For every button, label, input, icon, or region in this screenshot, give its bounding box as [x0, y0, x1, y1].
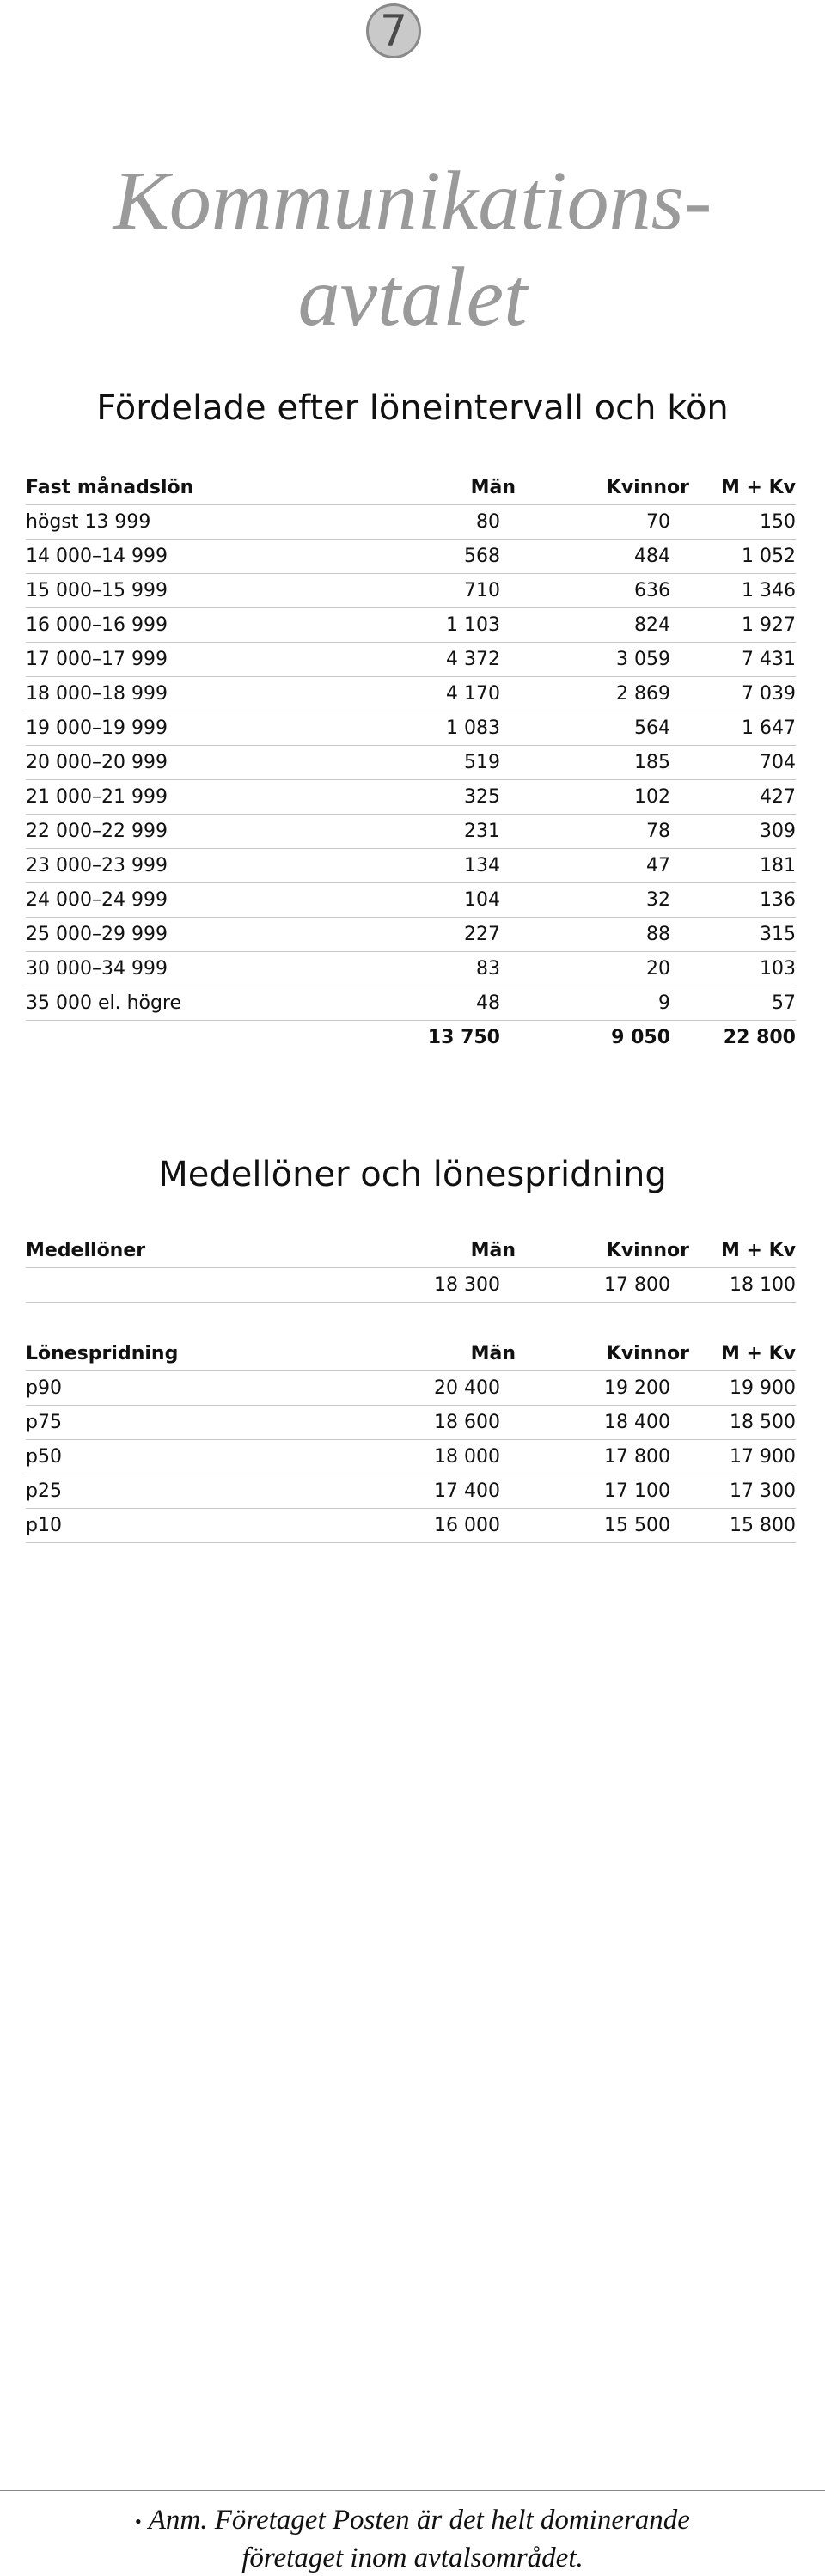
cell-women: 47: [524, 849, 693, 883]
cell-total: 7 431: [693, 643, 796, 677]
column-header-average: Medellöner: [26, 1234, 352, 1268]
cell-total: 309: [693, 815, 796, 849]
cell-men: 83: [352, 952, 524, 986]
cell-total: 7 039: [693, 677, 796, 711]
page-title-line-1: Kommunikations-: [113, 155, 712, 247]
table-row: [26, 1406, 796, 1440]
column-header-spread: Lönespridning: [26, 1337, 352, 1371]
cell-total: 1 647: [693, 711, 796, 746]
column-header-men: Män: [352, 1337, 524, 1371]
cell-women: 17 100: [524, 1474, 693, 1509]
table-row: [26, 952, 796, 986]
cell-total: 18 500: [693, 1406, 796, 1440]
table-row: [26, 918, 796, 952]
footnote-text-1: Anm. Företaget Posten är det helt dominerande: [148, 2505, 690, 2536]
cell-label: 16 000–16 999: [26, 608, 352, 643]
cell-men: 231: [352, 815, 524, 849]
cell-label: 30 000–34 999: [26, 952, 352, 986]
cell-men: 227: [352, 918, 524, 952]
cell-men: 18 600: [352, 1406, 524, 1440]
column-header-total: M + Kv: [693, 471, 796, 505]
cell-total: 57: [693, 986, 796, 1021]
cell-label: 23 000–23 999: [26, 849, 352, 883]
salary-spread-table: [26, 1337, 796, 1543]
column-header-salary: Fast månadslön: [26, 471, 352, 505]
cell-total: 103: [693, 952, 796, 986]
page-title-line-2: avtalet: [297, 251, 528, 344]
cell-women: 32: [524, 883, 693, 918]
table-row: [26, 677, 796, 711]
cell-men: 17 400: [352, 1474, 524, 1509]
table-row: [26, 1509, 796, 1543]
average-label: [26, 1268, 352, 1303]
cell-label: 35 000 el. högre: [26, 986, 352, 1021]
cell-label: högst 13 999: [26, 505, 352, 540]
cell-label: p75: [26, 1406, 352, 1440]
table-header-row: [26, 1337, 796, 1371]
cell-label: p10: [26, 1509, 352, 1543]
total-men: 13 750: [427, 1027, 500, 1048]
cell-men: 710: [352, 574, 524, 608]
cell-men: 80: [352, 505, 524, 540]
cell-women: 824: [524, 608, 693, 643]
table-row: [26, 643, 796, 677]
cell-women: 102: [524, 780, 693, 815]
table-row: [26, 711, 796, 746]
table-row: [26, 986, 796, 1021]
table-header-row: [26, 1234, 796, 1268]
cell-women: 9: [524, 986, 693, 1021]
column-header-total: M + Kv: [693, 1234, 796, 1268]
cell-total: 181: [693, 849, 796, 883]
cell-label: 24 000–24 999: [26, 883, 352, 918]
cell-women: 70: [524, 505, 693, 540]
cell-label: p25: [26, 1474, 352, 1509]
chapter-number-badge: 7: [366, 3, 421, 58]
cell-women: 15 500: [524, 1509, 693, 1543]
total-all: 22 800: [723, 1027, 796, 1048]
table-row: [26, 540, 796, 574]
cell-women: 18 400: [524, 1406, 693, 1440]
salary-distribution-rows: [26, 505, 796, 1021]
table-row: [26, 849, 796, 883]
cell-men: 519: [352, 746, 524, 780]
salary-distribution-table: [26, 471, 796, 1054]
cell-men: 16 000: [352, 1509, 524, 1543]
cell-women: 17 800: [524, 1440, 693, 1474]
cell-label: p50: [26, 1440, 352, 1474]
table-row: [26, 505, 796, 540]
salary-spread-rows: [26, 1371, 796, 1543]
cell-men: 4 170: [352, 677, 524, 711]
cell-men: 18 000: [352, 1440, 524, 1474]
table-row: [26, 815, 796, 849]
cell-total: 17 300: [693, 1474, 796, 1509]
cell-total: 136: [693, 883, 796, 918]
cell-women: 3 059: [524, 643, 693, 677]
cell-label: 18 000–18 999: [26, 677, 352, 711]
cell-men: 568: [352, 540, 524, 574]
table-row: [26, 1440, 796, 1474]
average-salary-table: [26, 1234, 796, 1303]
cell-men: 1 083: [352, 711, 524, 746]
column-header-women: Kvinnor: [524, 471, 693, 505]
cell-label: 14 000–14 999: [26, 540, 352, 574]
average-all: 18 100: [693, 1268, 796, 1303]
cell-label: 20 000–20 999: [26, 746, 352, 780]
cell-label: 21 000–21 999: [26, 780, 352, 815]
average-values-row: [26, 1268, 796, 1303]
table-row: [26, 746, 796, 780]
cell-women: 484: [524, 540, 693, 574]
table-row: [26, 1371, 796, 1406]
cell-total: 17 900: [693, 1440, 796, 1474]
cell-women: 78: [524, 815, 693, 849]
cell-women: 564: [524, 711, 693, 746]
cell-label: 17 000–17 999: [26, 643, 352, 677]
footnote-line-1: [0, 2502, 825, 2540]
cell-total: 15 800: [693, 1509, 796, 1543]
section-heading-distribution: Fördelade efter löneintervall och kön: [96, 388, 729, 428]
cell-label: 22 000–22 999: [26, 815, 352, 849]
table-row: [26, 1474, 796, 1509]
cell-women: 19 200: [524, 1371, 693, 1406]
cell-total: 427: [693, 780, 796, 815]
total-label: [26, 1021, 352, 1055]
cell-men: 134: [352, 849, 524, 883]
cell-women: 88: [524, 918, 693, 952]
footnote-line-2: företaget inom avtalsområdet.: [241, 2542, 584, 2574]
table-row: [26, 608, 796, 643]
cell-label: 25 000–29 999: [26, 918, 352, 952]
section-heading-averages: Medellöner och lönespridning: [158, 1155, 667, 1194]
cell-total: 1 052: [693, 540, 796, 574]
cell-total: 315: [693, 918, 796, 952]
column-header-total: M + Kv: [693, 1337, 796, 1371]
table-row: [26, 883, 796, 918]
cell-label: 15 000–15 999: [26, 574, 352, 608]
cell-men: 4 372: [352, 643, 524, 677]
bullet-icon: •: [135, 2511, 142, 2533]
total-row: [26, 1021, 796, 1055]
column-header-women: Kvinnor: [524, 1337, 693, 1371]
cell-total: 19 900: [693, 1371, 796, 1406]
cell-women: 636: [524, 574, 693, 608]
table-row: [26, 780, 796, 815]
table-header-row: [26, 471, 796, 505]
cell-men: 48: [352, 986, 524, 1021]
cell-women: 20: [524, 952, 693, 986]
cell-total: 1 927: [693, 608, 796, 643]
table-row: [26, 574, 796, 608]
cell-women: 185: [524, 746, 693, 780]
column-header-women: Kvinnor: [524, 1234, 693, 1268]
cell-men: 20 400: [352, 1371, 524, 1406]
cell-men: 325: [352, 780, 524, 815]
footer-divider: [0, 2490, 825, 2491]
cell-total: 150: [693, 505, 796, 540]
footnote: [0, 2502, 825, 2576]
cell-total: 1 346: [693, 574, 796, 608]
cell-label: p90: [26, 1371, 352, 1406]
cell-men: 1 103: [352, 608, 524, 643]
cell-label: 19 000–19 999: [26, 711, 352, 746]
total-women: 9 050: [611, 1027, 670, 1048]
average-men: 18 300: [352, 1268, 524, 1303]
cell-women: 2 869: [524, 677, 693, 711]
cell-total: 704: [693, 746, 796, 780]
cell-men: 104: [352, 883, 524, 918]
average-women: 17 800: [524, 1268, 693, 1303]
column-header-men: Män: [352, 471, 524, 505]
page-title: [0, 153, 825, 345]
column-header-men: Män: [352, 1234, 524, 1268]
